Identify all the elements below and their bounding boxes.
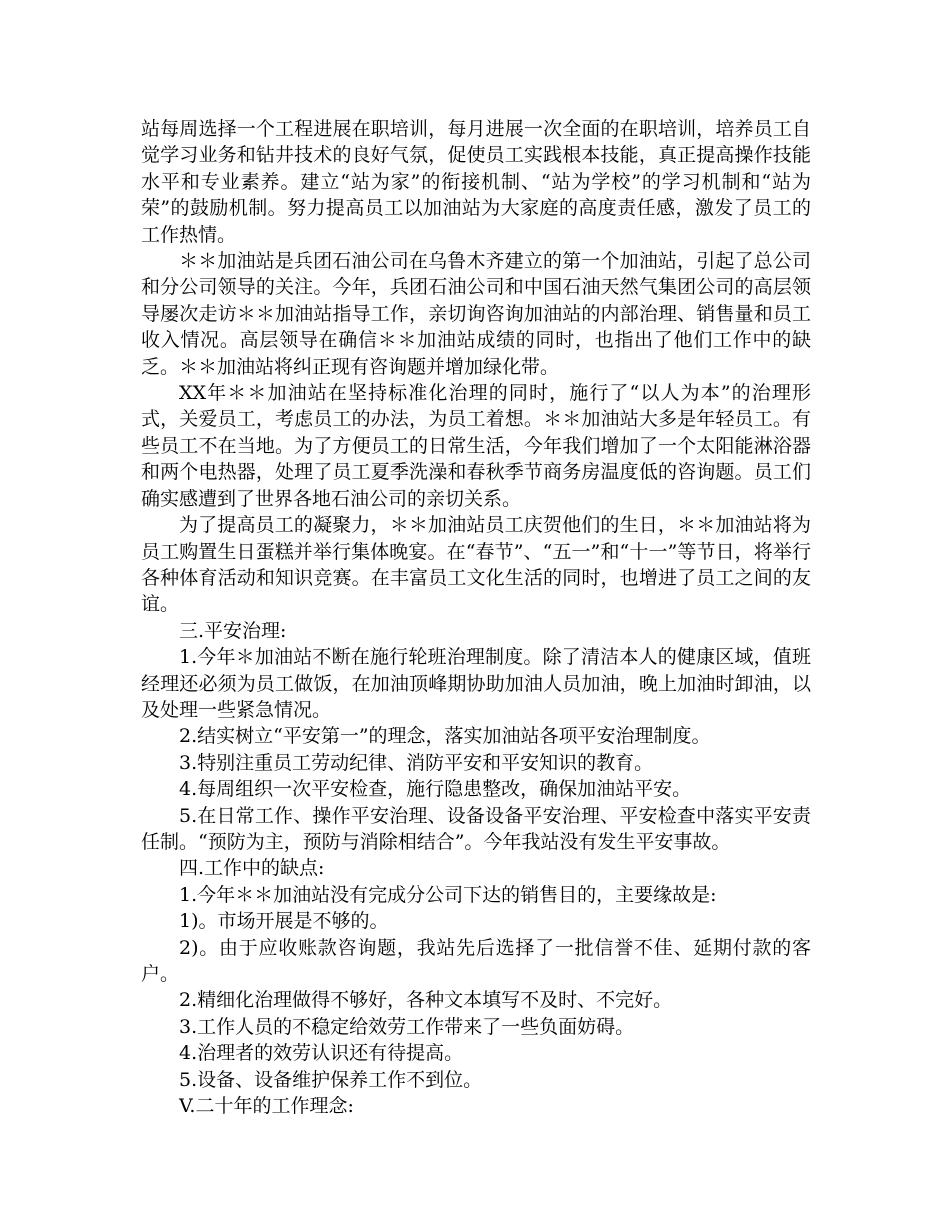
list-item-safety-4: 4.每周组织一次平安检查，施行隐患整改，确保加油站平安。 — [179, 778, 692, 801]
list-item-shortcoming-1: 1.今年＊＊加油站没有完成分公司下达的销售目的，主要缘故是: — [179, 883, 717, 906]
paragraph-cohesion: 为了提高员工的凝聚力，＊＊加油站员工庆贺他们的生日，＊＊加油站将为员工购置生日蛋糕并举行集体晚宴。在“春节”、“五一”和“十一”等节日，将举行各种体育活动和知识竞赛。在丰富员工文化生活的同时，也增进了员工之间的友谊。 — [141, 514, 811, 616]
paragraph-leadership-visit: ＊＊加油站是兵团石油公司在乌鲁木齐建立的第一个加油站，引起了总公司和分公司领导的关注。今年，兵团石油公司和中国石油天然气集团公司的高层领导屡次走访＊＊加油站指导工作，亲切询咨询加油站的内部治理、销售量和员工收入情况。高层领导在确信＊＊加油站成绩的同时，也指出了他们工作中的缺乏。＊＊加油站将纠正现有咨询题并增加绿化带。 — [141, 250, 811, 378]
list-item-shortcoming-4: 4.治理者的效劳认识还有待提高。 — [179, 1042, 464, 1065]
document-page — [141, 116, 811, 1119]
sub-item-2: 2)。由于应收账款咨询题，我站先后选择了一批信誉不佳、延期付款的客户。 — [141, 936, 811, 985]
list-item-safety-2: 2.结实树立“平安第一”的理念，落实加油站各项平安治理制度。 — [179, 725, 711, 748]
paragraph-people-oriented: XX年＊＊加油站在坚持标准化治理的同时，施行了“以人为本”的治理形式，关爱员工，考虑员工的办法，为员工着想。＊＊加油站大多是年轻员工。有些员工不在当地。为了方便员工的日常生活，今年我们增加了一个太阳能淋浴器和两个电热器，处理了员工夏季洗澡和春秋季节商务房温度低的咨询题。员工们确实感遭到了世界各地石油公司的亲切关系。 — [141, 382, 811, 510]
list-item-shortcoming-2: 2.精细化治理做得不够好，各种文本填写不及时、不完好。 — [179, 989, 673, 1012]
paragraph-training: 站每周选择一个工程进展在职培训，每月进展一次全面的在职培训，培养员工自觉学习业务和钻井技术的良好气氛，促使员工实践根本技能，真正提高操作技能水平和专业素养。建立“站为家”的衔接机制、“站为学校”的学习机制和“站为荣”的鼓励机制。努力提高员工以加油站为大家庭的高度责任感，激发了员工的工作热情。 — [141, 118, 811, 246]
section-heading-work-concept: V.二十年的工作理念: — [179, 1095, 354, 1118]
list-item-safety-1: 1.今年＊加油站不断在施行轮班治理制度。除了清洁本人的健康区域，值班经理还必须为员工做饭，在加油顶峰期协助加油人员加油，晚上加油时卸油，以及处理一些紧急情况。 — [141, 646, 811, 721]
list-item-safety-3: 3.特别注重员工劳动纪律、消防平安和平安知识的教育。 — [179, 751, 654, 774]
sub-item-1: 1)。市场开展是不够的。 — [179, 910, 389, 933]
section-heading-shortcomings: 四.工作中的缺点: — [179, 857, 325, 880]
list-item-shortcoming-5: 5.设备、设备维护保养工作不到位。 — [179, 1068, 483, 1091]
list-item-shortcoming-3: 3.工作人员的不稳定给效劳工作带来了一些负面妨碍。 — [179, 1015, 635, 1038]
section-heading-safety: 三.平安治理: — [179, 619, 287, 642]
list-item-safety-5: 5.在日常工作、操作平安治理、设备设备平安治理、平安检查中落实平安责任制。“预防为主，预防与消除相结合”。今年我站没有发生平安事故。 — [141, 804, 811, 853]
